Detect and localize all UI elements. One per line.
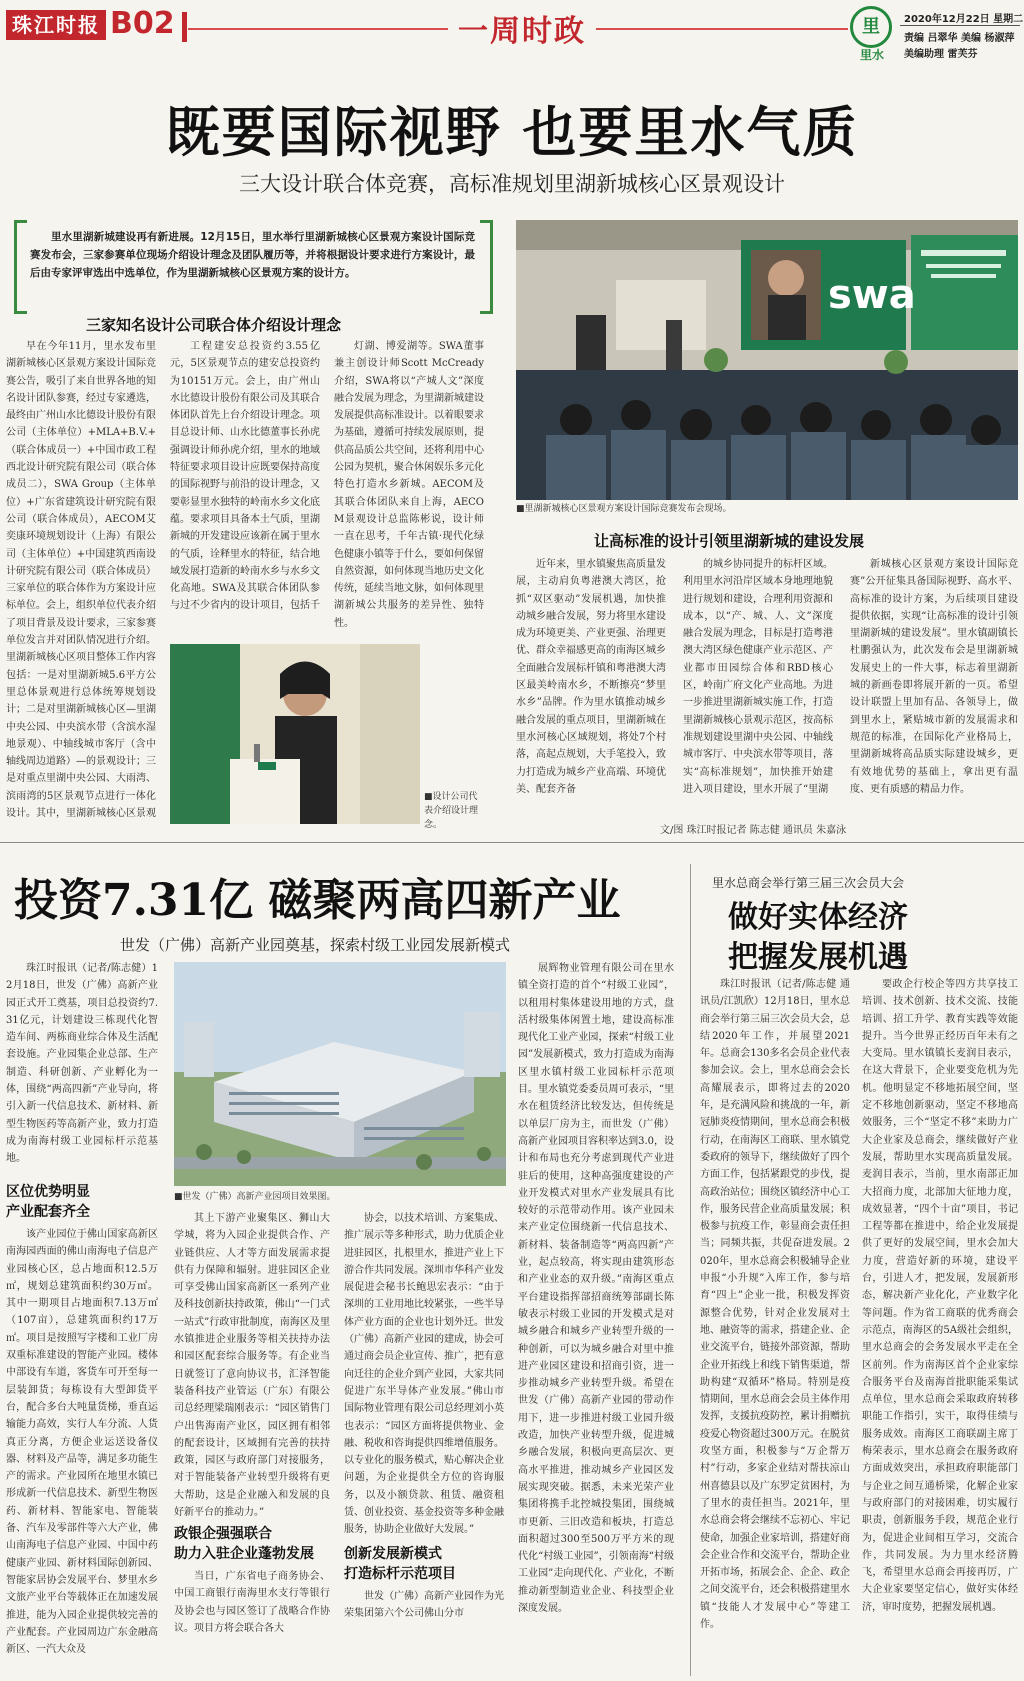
story1-headline: 既要国际视野 也要里水气质: [165, 100, 859, 164]
story2-section-b: 政银企强强联合 助力入驻企业蓬勃发展: [174, 1526, 314, 1562]
section2-title: 让高标准的设计引领里湖新城的建设发展: [594, 532, 865, 550]
assistant-editor: 美编助理 雷芙芬: [904, 49, 978, 60]
industrial-park-image: [174, 962, 506, 1186]
story2-section-a: 区位优势明显 产业配套齐全: [6, 1184, 90, 1220]
story1-column-4: 近年来，里水镇聚焦高质量发展，主动肩负粤港澳大湾区，抢抓“双区驱动”发展机遇，加快推动城乡融合发展，努力将里水建设成为环境更美、产业更强、治理更优、群众幸福感更高的南海区城乡全面融合发展标杆镇和粤港澳大湾区最美岭南水乡，不断擦亮“梦里水乡”品牌。作为里水镇推动城乡融合发展的重点项目，里湖新城在里水河核心区域规划，将处7个村落，高起点规划，大手笔投入，致力打造成为城乡产业高端、环境优美、配套齐备: [516, 559, 666, 795]
photo3-caption: ■世发（广佛）高新产业园项目效果图。: [174, 1192, 336, 1202]
story3-column-e: 珠江时报讯（记者/陈志健 通讯员/江凯欣）12月18日，里水总商会举行第三届三次会员大会，总结2020年工作，并展望2021年。总商会130多名会员企业代表参加会议。会上，里水总商会会长高耀展表示，即将过去的2020年，是充满风险和挑战的一年，新冠肺炎疫情期间，里水总商会积极行动，在南海区工商联、里水镇党委政府的领导下，继续做好了四个方面工作，包括紧跟党的步伐，提高政治站位；围绕区镇经济中心工作，服务民营企业高质量发展；积极参与抗疫工作，彰显商会责任担当；同频共振，共促奋进发展。2020年，里水总商会积极辅导企业申报“小升规”入库工作，参与培育“四上”企业一批，积极发挥资源整合优势，针对企业发展对土地、融资等的需求，搭建企业、企业交流平台，链接外部资源，帮助企业开拓线上和线下销售渠道，帮助构建“双循环”格局。特别是疫情期间，里水总商会会员主体作用发挥，支援抗疫防控，累计捐赠抗疫爱心物资超过300万元。在脱贫攻坚方面，积极参与“万企帮万村”行动，多家企业结对帮扶凉山州喜德县以及广东罗定贫困村，为了里水的责任担当。2021年，里水总商会将会继续不忘初心、牢记使命，加强企业家培训，搭建好商会企业合作和交流平台，帮助企业开拓市场，拓展会企、企企、政企之间交流平台，还会积极搭建里水镇“技能人才发展中心”等建工作。: [700, 979, 850, 1630]
section1-title: 三家知名设计公司联合体介绍设计理念: [86, 316, 342, 334]
story2-column-b2: 当日，广东省电子商务协会、中国工商银行南海里水支行等银行及协会也与园区签订了战略合作协议。项目方将会联合各大: [174, 1571, 330, 1634]
speaker-photo: [170, 644, 420, 824]
story2-column-c2: 世发（广佛）高新产业园作为光荣集团第六个公司佛山分市: [344, 1591, 504, 1620]
story3-kicker: 里水总商会举行第三届三次会员大会: [712, 876, 905, 890]
section-title: 一周时政: [448, 6, 596, 50]
photo1-caption: ■里湖新城核心区景观方案设计国际竞赛发布会现场。: [516, 504, 732, 514]
story1-column-3: 灯湖、博爱湖等。SWA董事兼主创设计师Scott McCready介绍，SWA将以“产城人文”深度融合发展为理念，为里湖新城建设发展提供高标准设计。以着眼要求为基础，遵循可持续发展原则，提供高品质公共空间，还将利用中心公园为契机，聚合休闲娱乐多元化特色打造水乡新城。AECOM及其联合体团队来自上海，AECOM景观设计总监陈彬说，设计师一直在思考，千年古镇·现代化绿色健康小镇等于什么，要如何保留自然资源，如何体现当地历史文化传统，延续当地文脉，如何体现里湖新城公共服务的差异性、独特性。: [334, 341, 484, 629]
story2-section-c: 创新发展新模式 打造标杆示范项目: [344, 1546, 456, 1582]
swa-logo: swa: [828, 272, 916, 318]
emblem-label: 里水: [859, 48, 884, 62]
masthead: [0, 0, 1024, 62]
page-number: B02: [110, 6, 175, 41]
story3-headline-line1: 做好实体经济: [728, 900, 908, 935]
story2-column-c: 协会，以技术培训、方案集成、推广展示等多种形式，助力优质企业进驻园区，扎根里水，推进产业上下游合作共同发展。深圳市华科产业发展促进会秘书长鲍思宏表示：“由于深圳的工业用地比较紧张，一些半导体产业方面的企业也计划外迁。世发（广佛）高新产业园的建成，协会可通过商会员企业宣传、推广，把有意向迁往的企业介到产业园，大家共同促进广东半导体产业发展。”佛山市国际物业管理有限公司总经理刘小英也表示：“园区方面将提供物业、金融、税收和咨询提供四维增值服务。以专业化的服务模式，贴心解决企业问题，为企业提供全方位的咨询服务，以及小额贷款、租赁、融资租赁、创业投资、基金投资等多种金融服务，协助企业做好大发展。”: [344, 1213, 504, 1536]
conference-scene-image: [516, 220, 1018, 500]
editors: 责编 吕翠华 美编 杨淑萍: [904, 33, 1015, 44]
story3-headline-line2: 把握发展机遇: [728, 940, 908, 975]
story1-subhead: 三大设计联合体竞赛，高标准规划里湖新城核心区景观设计: [239, 172, 785, 196]
issue-date: 2020年12月22日 星期二: [904, 14, 1024, 25]
intro-bracket-right: [480, 220, 493, 314]
speaker-image: [170, 644, 420, 824]
story2-subhead: 世发（广佛）高新产业园奠基，探索村级工业园发展新模式: [120, 936, 511, 954]
section-rule: [0, 842, 1024, 843]
newspaper-logo: 珠江时报: [6, 10, 106, 40]
conference-photo: [516, 220, 1018, 500]
lishui-emblem-icon: 里: [850, 6, 892, 48]
story1-byline: 文/图 珠江时报记者 陈志健 通讯员 朱嘉泳: [660, 825, 847, 836]
story1-intro: 里水里湖新城建设再有新进展。12月15日，里水举行里湖新城核心区景观方案设计国际竞赛发布会，三家参赛单位现场介绍设计理念及团队履历等，并将根据设计要求进行方案设计，最后由专家评审选出中选单位，作为里湖新城核心区景观方案的设计方。: [30, 231, 475, 279]
story2-column-a: 该产业园位于佛山国家高新区南海园西面的佛山南海电子信息产业园核心区，总占地面积12.5万㎡，规划总建筑面积约30万㎡。其中一期项目占地面积7.13万㎡（107亩），总建筑面积约17万㎡。项目是按照写字楼和工业厂房双重标准建设的智能产业园。楼体中部设有车道，客货车可开至每一层装卸货；每栋设有大型卸货平台，配合多台大吨量货梯，垂直运输能力高效，实行人车分流、人货真正分离，方便企业运送设备仪器、材料及产品等，满足多功能生产的需求。产业园所在地里水镇已形成新一代信息技术、新型生物医药、新材料、智能家电、智能装备、汽车及零部件等六大产业，佛山南海电子信息产业园、中国中药健康产业园、新材料国际创新园、智能家居协会发展平台、梦里水乡文旅产业平台等载体正在加速发展推进，能为入园企业提供较完善的产业配套。产业园周边广东金融高新区、一汽大众及: [6, 1229, 158, 1656]
page-divider: [182, 12, 187, 42]
column-divider: [690, 864, 691, 1676]
industrial-park-rendering: [174, 962, 506, 1186]
story1-column-2: 工程建安总投资约3.55亿元，5区景观节点的建安总投资约为10151万元。会上，由广州山水比德设计股份有限公司及其联合体团队首先上台介绍设计理念。项目总设计师、山水比德董事长孙虎强调设计师孙虎介绍，里水的地域特征要求项目设计应既要保持高度的国际视野与前沿的设计理念，又要彰显里水独特的岭南水乡文化底蕴。要求项目具备本土气质，里湖新城的开发建设应该新在属于里水的气质，诠释里水的特征，结合地域发展打造新的岭南水乡与水乡文化高地。SWA及其联合体团队参与过不少省内的设计项目，包括千: [170, 341, 320, 612]
story2-column-b: 其上下游产业聚集区、狮山大学城，将为入园企业提供合作、产业链供应、人才等方面发展需求提供有力保障和辐射。进驻园区企业可享受佛山国家高新区一系列产业及科技创新扶持政策，佛山“一门式一站式”行政审批制度，南海区及里水镇推进企业服务等相关扶持办法和园区配套综合服务等。有企业当日就签订了意向协议书，汇泽智能装备科技产业管运（广东）有限公司总经理梁瑞刚表示：“园区销售门户出售海南产业区，园区拥有相邻的配套设计，区域拥有完善的扶持政策，园区与政府部门对接服务，对于智能装备产业转型升级将有更大帮助，这是企业融入和发展的良好新平台的推动力。”: [174, 1213, 330, 1519]
story2-lead: 珠江时报讯（记者/陈志健）12月18日，世发（广佛）高新产业园正式开工奠基，项目总投资约7.31亿元，计划建设三栋现代化智造车间、两栋商业综合体及生活配套设施。产业园集企业总部、生产制造、科研创新、产业孵化为一体，围绕“两高四新”产业导向，将引入新一代信息技术、新材料、新型生物医药等高新产业，致力打造成为南海村级工业园标杆示范基地。: [6, 963, 158, 1165]
story2-headline: 投资7.31亿 磁聚两高四新产业: [14, 875, 621, 926]
story2-column-d: 展辉物业管理有限公司在里水镇全资打造的首个“村级工业园”，以租用村集体建设用地的方式，盘活村级集体闲置土地，建设高标准现代化工业产业园，探索“村级工业园”发展新模式，致力打造成为南海区里水镇村级工业园标杆示范项目。里水镇党委委员周可表示，“里水在租赁经济比较发达，但传统是以单层厂房为主，而世发（广佛）高新产业园项目容积率达到3.0，设计和布局也充分考虑到现代产业进驻后的使用，这种高强度建设的产业开发模式对里水产业发展具有比较好的示范带动作用。该产业园未来产业定位围绕新一代信息技术、新材料、装备制造等“两高四新”产业，起点较高，将实现由建筑形态和产业业态的双升级。”南海区重点平台建设指挥部招商统筹部副长陈敏表示村级工业园的开发模式是对城乡融合和城乡产业转型升级的一种创新，可以为城乡融合对里中推进产业园区建设和招商引资，进一步推动城乡产业转型升级。希望在世发（广佛）高新产业园的带动作用下，进一步推进村级工业园升级改造，加快产业转型升级，促进城乡融合发展，积极向更高层次、更高水平推进，推动城乡产业园区发展实现突破。据悉，未来光荣产业集团将携手北控城投集团，围绕城市更新、三旧改造和板块，打造总面积超过300至500万平方米的现代化“村级工业园”，引领南海“村级工业园”走向现代化、产业化，不断推动新型制造业企业、科技型企业深度发展。: [518, 963, 674, 1614]
meta-rule: [900, 25, 1020, 26]
story1-column-5: 的城乡协同提升的标杆区域。利用里水河沿岸区域本身地理地貌进行规划和建设，合理利用资源和成本，以“产、城、人、文”深度融合发展为理念，目标是打造粤港澳大湾区绿色健康产业示范区、产业都市田园综合体和RBD核心区，岭南广府文化产业高地。为进一步推进里湖新城实施工作，打造里湖新城核心景观示范区，按高标准规划建设里湖中央公园、中轴线城市客厅、中央滨水带等项目，落实“高标准规划”，加快推开始建进入项目建设，里水开展了“里湖: [683, 559, 833, 795]
story1-column-1: 早在今年11月，里水发布里湖新城核心区景观方案设计国际竞赛公告，吸引了来自世界各地的知名设计团队参赛，经过专家遴选，最终由广州山水比德设计股份有限公司（主体单位）+MLA+B.V.+（联合体成员一）+中国市政工程西北设计研究院有限公司（联合体成员二），SWA Group（主体单位）+广东省建筑设计研究院有限公司（联合体成员），AECOM艾奕康环境规划设计（上海）有限公司（主体单位）+中国建筑西南设计研究院有限公司（联合体成员）三家单位的联合体作为方案设计应标单位。会上，组织单位代表介绍了项目背景及设计要求，三家参赛单位发言并对团队情况进行介绍。里湖新城核心区项目整体工作内容包括：一是对里湖新城5.6平方公里总体景观进行总体统筹规划设计；二是对里湖新城核心区—里湖中央公园、中央滨水带（含滨水湿地景观）、中轴线城市客厅（含中轴线周边道路）—的景观设计；三是对重点里湖中央公园、大雨湾、滨雨湾的5区景观节点进行一体化设计。其中，里湖新城核心区景观: [6, 341, 156, 820]
story1-column-6: 新城核心区景观方案设计国际竞赛”公开征集具备国际视野、高水平、高标准的设计方案，为后续项目建设提供依据，实现“让高标准的设计引领里湖新城的建设发展”。里水镇副镇长杜鹏强认为，此次发布会是里湖新城发展史上的一件大事，标志着里湖新城的新画卷即将展开新的一页。希望设计联盟上里加有品、各领导上，做到里水上，紧贴城市新的发展需求和规范的标准，在国际化产业格局上，里湖新城将高品质实际建设城乡，更有效地优势的基础上，拿出更有温度、更有质感的精品力作。: [850, 559, 1018, 795]
photo2-caption: ■设计公司代表介绍设计理念。: [424, 792, 479, 830]
intro-bracket-left: [14, 220, 27, 314]
story3-column-f: 要政企行校企等四方共享技工培训、技术创新、技术交流、技能培训、招工升学、教育实践等效能提升。当今世界正经历百年未有之大变局。里水镇镇长麦润目表示，在这大背景下，企业要变危机为先机。他明显定不移地拓展空间，坚定不移地创新驱动，坚定不移地高效服务，三个“坚定不移”来助力广大企业家及总商会，继续做好产业发展，帮助里水实现高质量发展。麦润目表示，当前，里水南部正加大招商力度，北部加大征地力度，成效显著，“四个十亩”项目，书记工程等都在推进中，给企业发展提供了更好的发展空间，里水会加大力度，营造好新的环境，建设平台，引进人才，把发展，发展新形态，解决新产业化化，产业数字化等问题。作为省工商联的优秀商会示范点，南海区的5A级社会组织，里水总商会的会务发展水平走在全区前列。作为南海区首个企业家综合服务平台及南海首批职能采集试点单位，里水总商会采取政府转移职能工作指引，实干，取得佳绩与服务成效。南海区工商联副主席丁梅荣表示，里水总商会在服务政府方面成效突出，承担政府职能部门与企业之间互通桥梁，化解企业家与政府部门的对接困难，切实履行职责，创新服务手段，规范企业行为，促进企业间相互学习，交流合作，共同发展。为力里水经济腾飞，希望里水总商会再接再厉，广大企业家要坚定信心，做好实体经济，审时度势，把握发展机遇。: [862, 979, 1018, 1613]
